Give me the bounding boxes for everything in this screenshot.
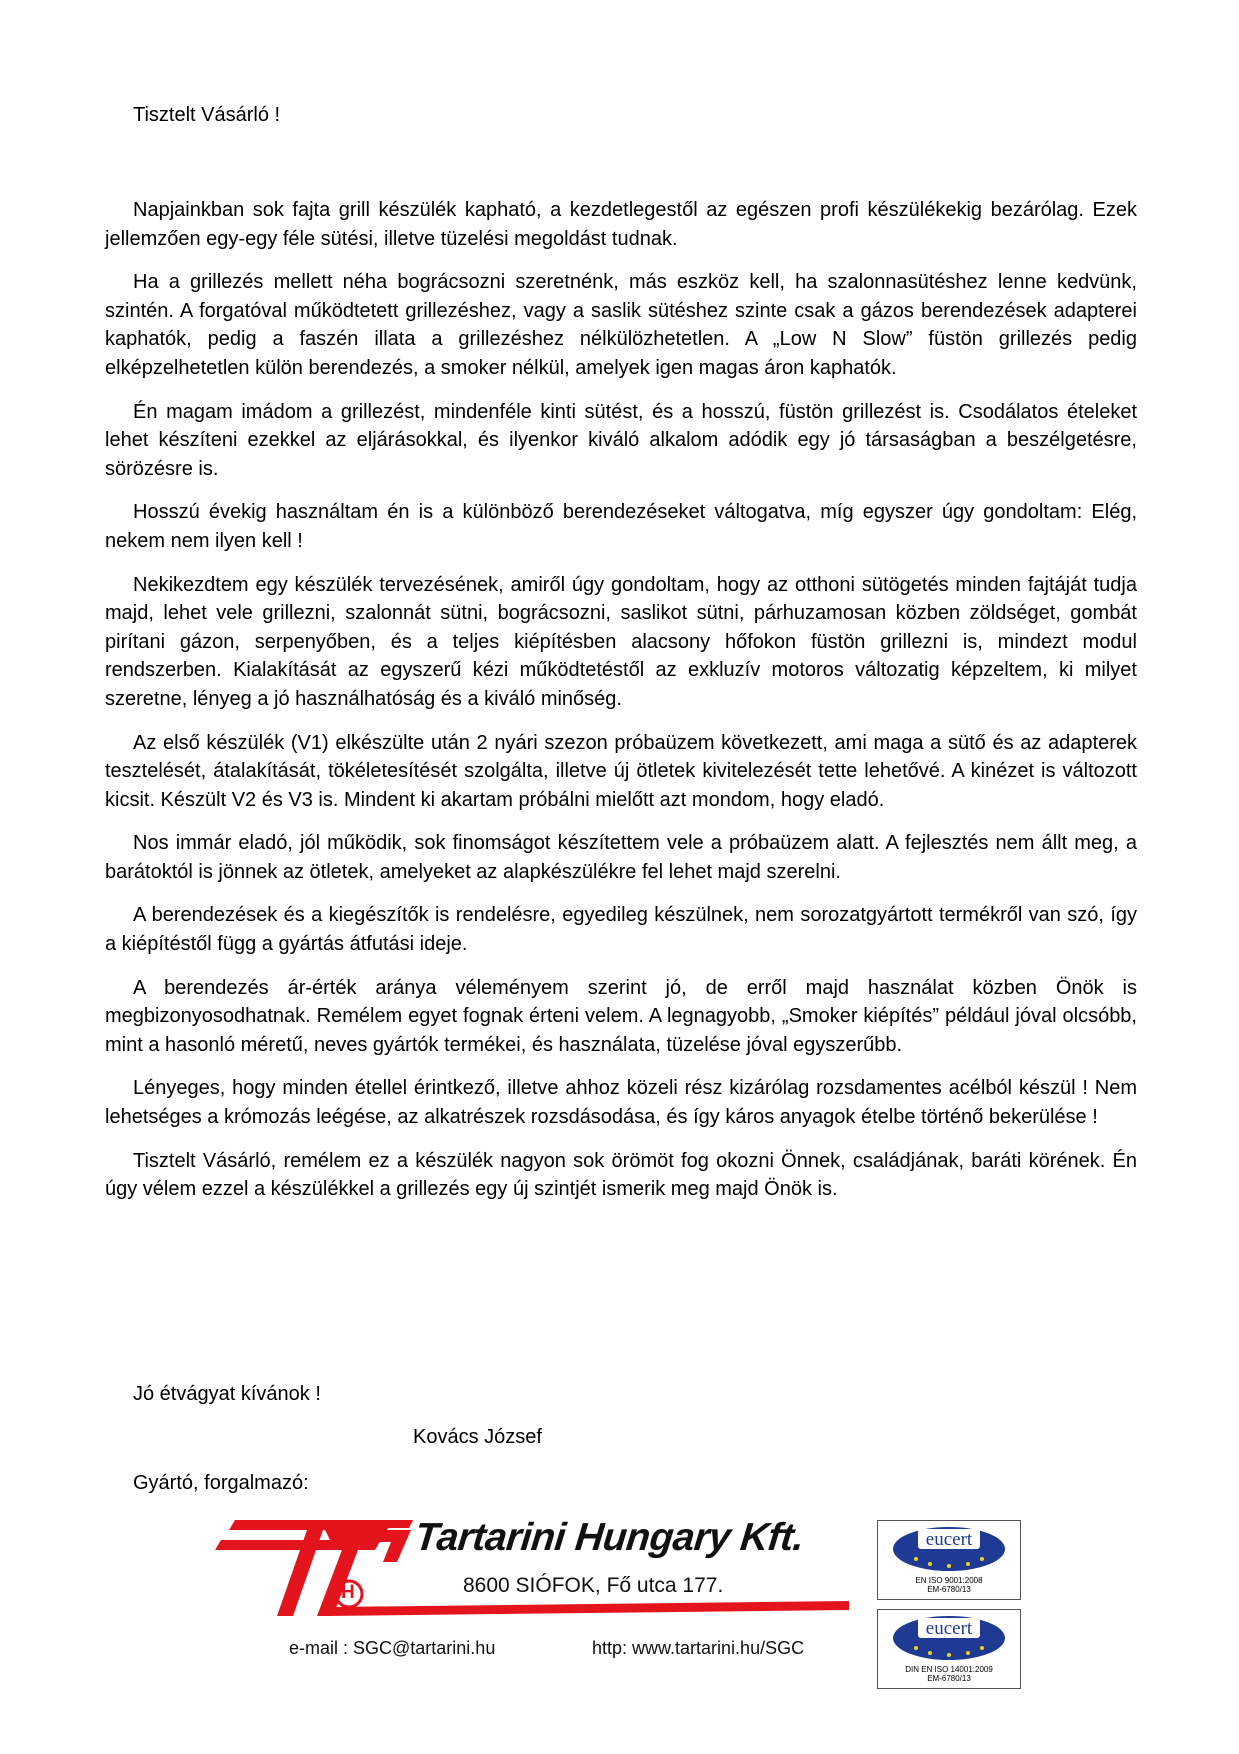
maker-label: Gyártó, forgalmazó:	[133, 1472, 309, 1494]
contact-email: e-mail : SGC@tartarini.hu	[289, 1638, 496, 1658]
cert-standard: EN ISO 9001:2008	[915, 1576, 983, 1585]
company-logo-block	[215, 1510, 855, 1620]
cert-number: EM-6780/13	[927, 1585, 971, 1594]
letter-body	[105, 196, 1137, 1219]
paragraph: A berendezések és a kiegészítők is rendelésre, egyedileg készülnek, nem sorozatgyártott termékről van szó, így a kiépítéstől függ a gyártás átfutási ideje.	[105, 904, 1137, 956]
paragraph: Tisztelt Vásárló, remélem ez a készülék nagyon sok örömöt fog okozni Önnek, családjának, baráti körének. Én úgy vélem ezzel a készülékkel a grillezés egy új szintjét ismerik meg majd Önök is.	[105, 1149, 1137, 1201]
cert-standard: DIN EN ISO 14001:2009	[905, 1665, 993, 1674]
eucert-logo-text: eucert	[925, 1529, 973, 1550]
paragraph: Nekikezdtem egy készülék tervezésének, amiről úgy gondoltam, hogy az otthoni sütögetés minden fajtáját tudja majd, lehet vele grillezni, szalonnát sütni, bográcsozni, saslikot sütni, párhuzamosan közben zöldséget, gombát pirítani gázon, serpenyőben, és a teljes kiépítésben alacsony hőfokon füstön grillezni is, mindezt modul rendszerben. Kialakítását az egyszerű kézi működtetéstől az exkluzív motoros változatig képzeltem, ki milyet szeretne, lényeg a jó használhatóság és a kiváló minőség.	[105, 573, 1137, 710]
cert-number: EM-6780/13	[927, 1674, 971, 1683]
eucert-iso9001-badge	[877, 1520, 1021, 1600]
paragraph: Napjainkban sok fajta grill készülék kapható, a kezdetlegestől az egészen profi készülékekig bezárólag. Ezek jellemzően egy-egy féle sütési, illetve tüzelési megoldást tudnak.	[105, 199, 1137, 250]
eucert-logo-text: eucert	[925, 1618, 973, 1639]
paragraph: Én magam imádom a grillezést, mindenféle kinti sütést, és a hosszú, füstön grillezést is. Csodálatos ételeket lehet készíteni ezekkel az eljárásokkal, és ilyenkor kiváló alkalom adódik egy jó társaságban a beszélgetésre, sörözésre is.	[105, 400, 1137, 480]
paragraph: Az első készülék (V1) elkészülte után 2 nyári szezon próbaüzem következett, ami maga a sütő és az adapterek tesztelését, átalakítását, tökéletesítését szolgálta, illetve új ötletek kivitelezését tette lehetővé. A kinézet is változott kicsit. Készült V2 és V3 is. Mindent ki akartam próbálni mielőtt azt mondom, hogy eladó.	[105, 731, 1137, 811]
logo-letter: H	[341, 1582, 355, 1603]
closing-line: Jó étvágyat kívánok !	[133, 1383, 321, 1405]
paragraph: Hosszú évekig használtam én is a különböző berendezéseket váltogatva, míg egyszer úgy gondoltam: Elég, nekem nem ilyen kell !	[105, 501, 1137, 552]
company-address: 8600 SIÓFOK, Fő utca 177.	[463, 1574, 724, 1597]
contact-website: http: www.tartarini.hu/SGC	[592, 1638, 805, 1658]
paragraph: A berendezés ár-érték aránya véleményem szerint jó, de erről majd használat közben Önök is megbizonyosodhatnak. Remélem egyet fognak érteni velem. A legnagyobb, „Smoker kiépítés” például jóval olcsóbb, mint a hasonló méretű, neves gyártók termékei, és használata, tüzelése jóval egyszerűbb.	[105, 976, 1137, 1056]
paragraph: Nos immár eladó, jól működik, sok finomságot készítettem vele a próbaüzem alatt. A fejlesztés nem állt meg, a barátoktól is jönnek az ötletek, amelyeket az alapkészülékre fel lehet majd szerelni.	[105, 832, 1137, 883]
paragraph: Lényeges, hogy minden étellel érintkező, illetve ahhoz közeli rész kizárólag rozsdamentes acélból készül ! Nem lehetséges a krómozás leégése, az alkatrészek rozsdásodása, és így káros anyagok ételbe történő bekerülése !	[105, 1077, 1137, 1129]
greeting: Tisztelt Vásárló !	[133, 104, 281, 126]
company-name: Tartarini Hungary Kft.	[412, 1516, 806, 1559]
paragraph: Ha a grillezés mellett néha bográcsozni szeretnénk, más eszköz kell, ha szalonnasütéshez lenne kedvünk, szintén. A forgatóval működtetett grillezéshez, vagy a saslik sütéshez szinte csak a gázos berendezések adapterei kaphatók, pedig a faszén illata a grillezéshez nélkülözhetetlen. A „Low N Slow” füstön grillezés pedig elképzelhetetlen külön berendezés, a smoker nélkül, amelyek igen magas áron kaphatók.	[105, 271, 1137, 379]
signature-name: Kovács József	[413, 1426, 542, 1448]
eucert-iso14001-badge	[877, 1609, 1021, 1689]
